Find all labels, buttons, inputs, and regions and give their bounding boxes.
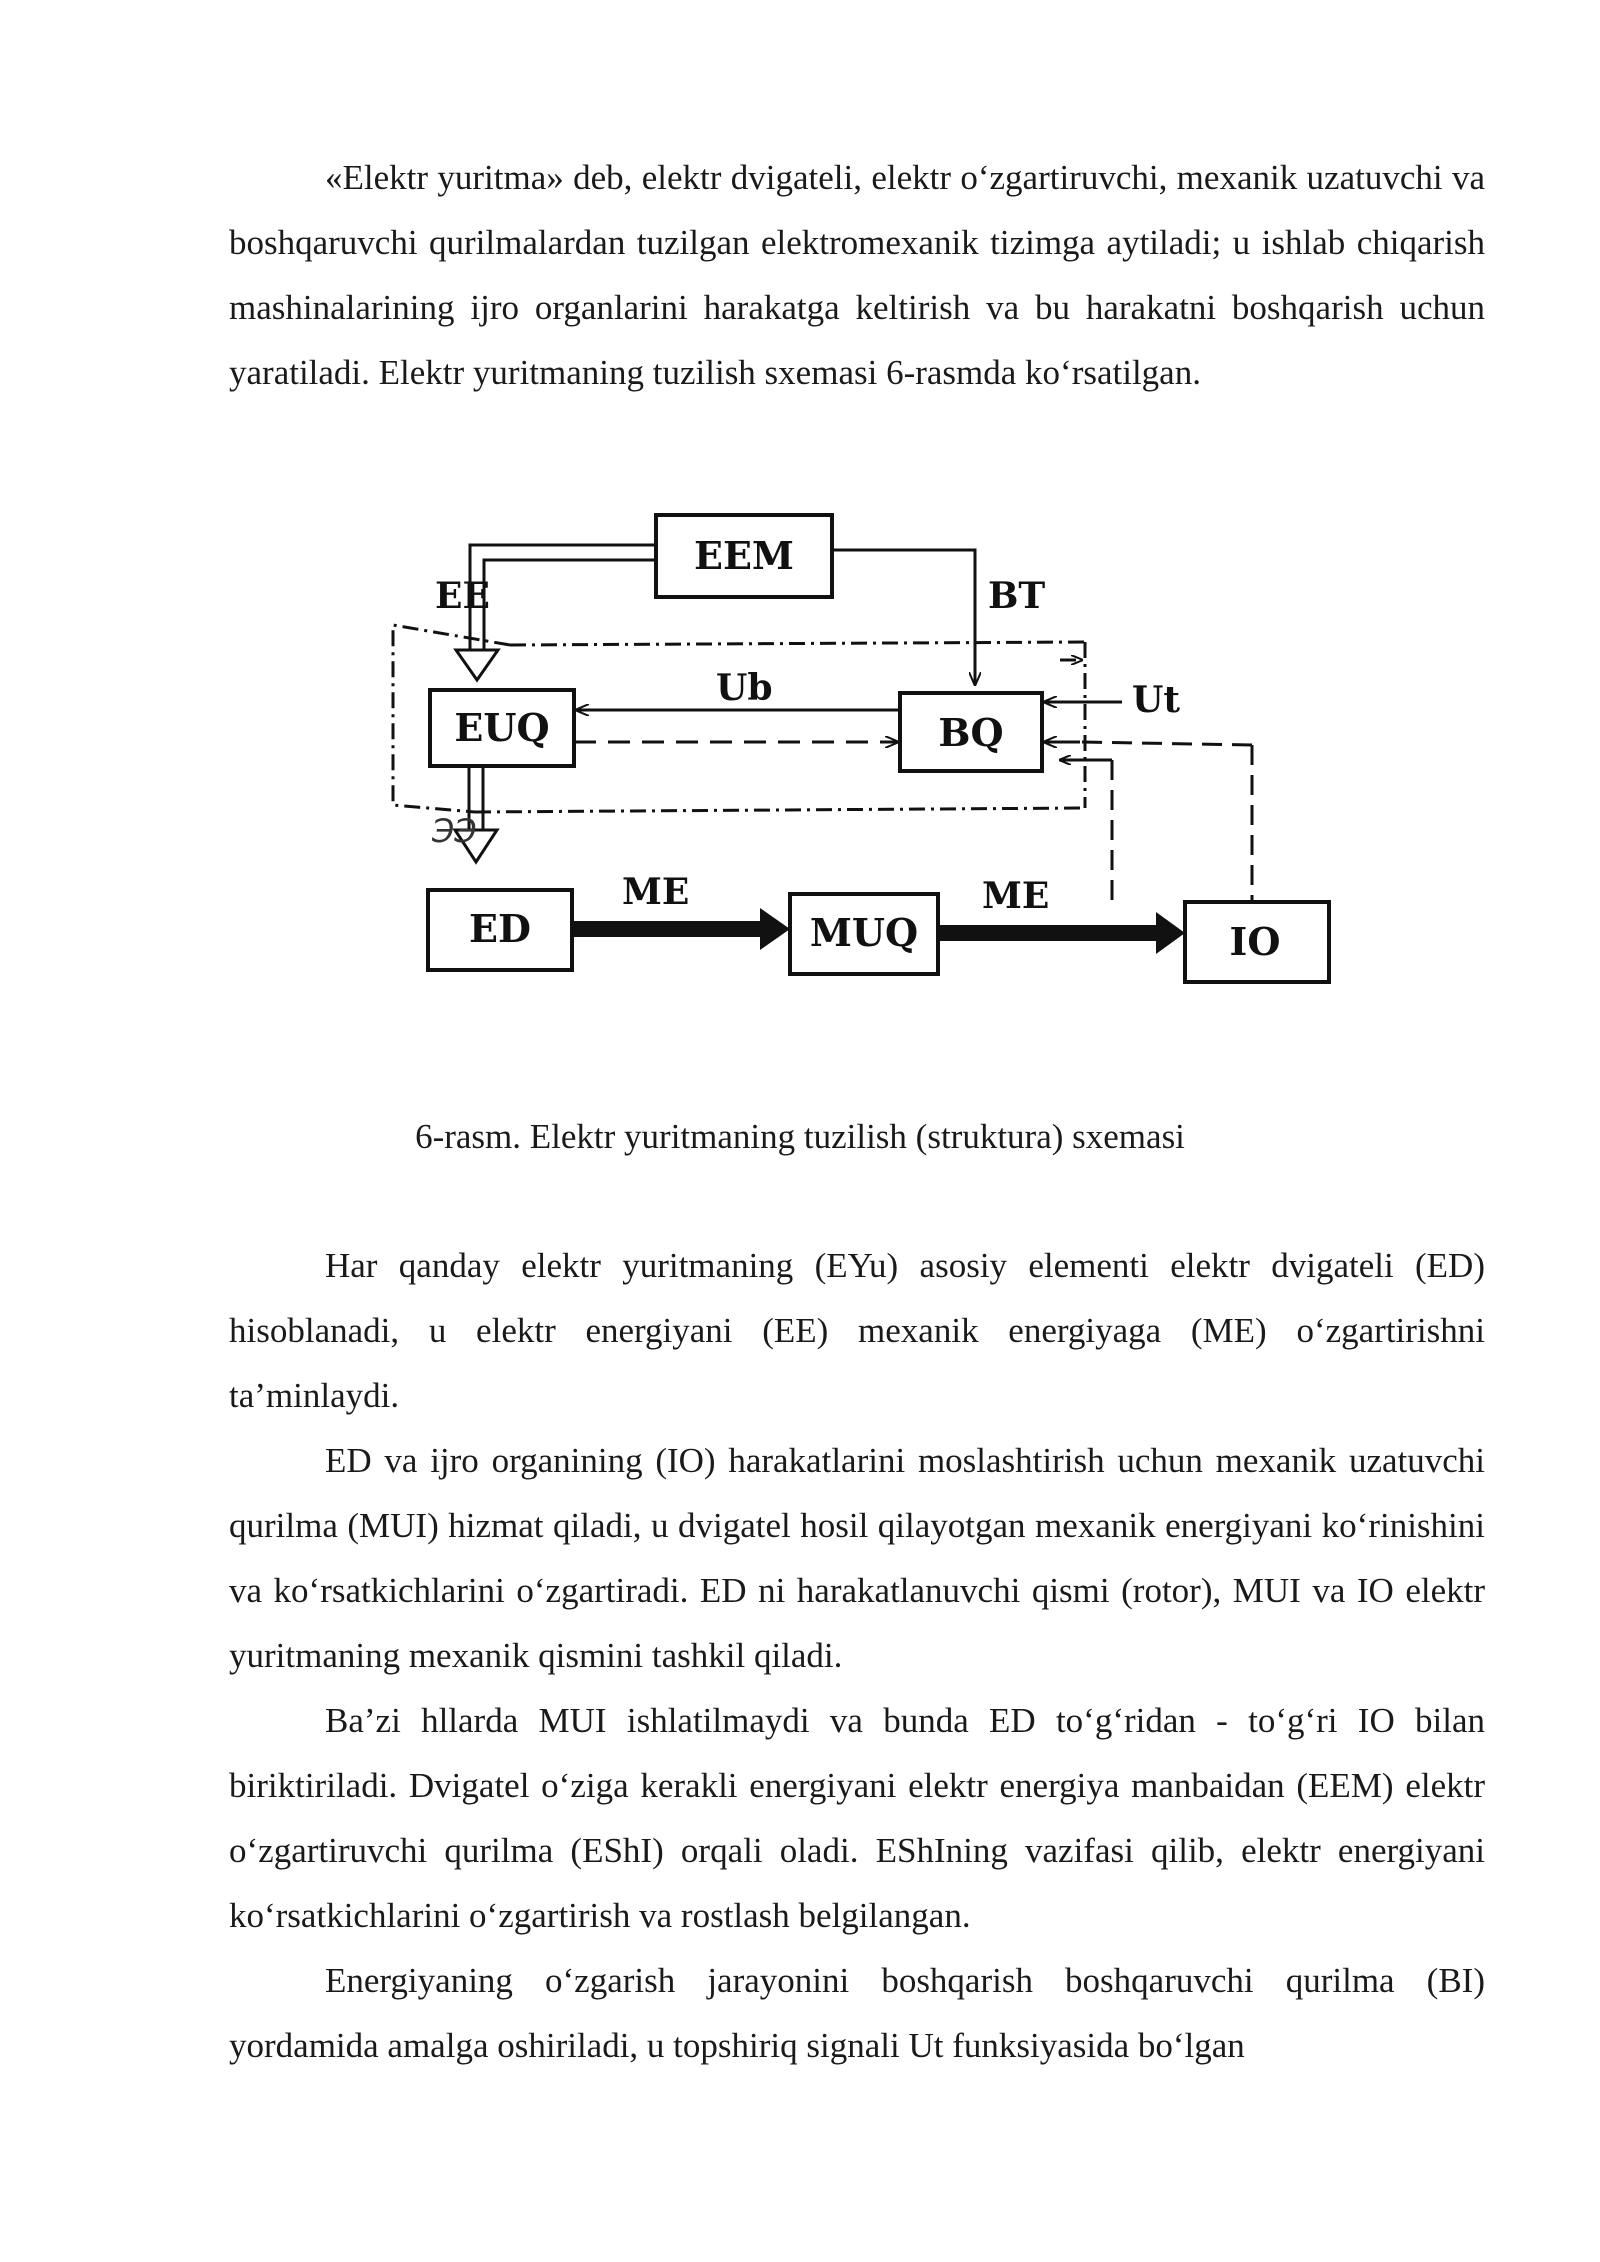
figure-caption: 6-rasm. Elektr yuritmaning tuzilish (struktura) sxemasi — [415, 1117, 1185, 1156]
block-muq — [790, 894, 938, 974]
signal-ee-cyr-label: ЭЭ — [432, 812, 477, 850]
block-bq — [900, 693, 1042, 771]
block-euq-label: EUQ — [454, 705, 550, 750]
block-eem — [656, 515, 832, 597]
ub-arrows — [574, 710, 900, 742]
block-eem-label: EEM — [694, 533, 794, 578]
block-muq-label: MUQ — [809, 910, 919, 955]
block-io — [1185, 902, 1329, 982]
paragraph-ed: Har qanday elektr yuritmaning (EYu) asosiy elementi elektr dvigateli (ED) hisoblanadi, u elektr energiyani (EE) mexanik energiyaga (ME) o‘zgartirishni ta’minlaydi. — [229, 1246, 1485, 1415]
paragraph-bi: Energiyaning o‘zgarish jarayonini boshqarish boshqaruvchi qurilma (BI) yordamida amalga oshiriladi, u topshiriq signali Ut funksiyasida bo‘lgan — [229, 1961, 1485, 2065]
bt-arrow — [828, 550, 975, 685]
block-io-label: IO — [1229, 919, 1281, 964]
signal-me2-label: ME — [982, 875, 1050, 917]
signal-me1-label: ME — [622, 871, 690, 913]
ut-signals — [1044, 702, 1252, 905]
block-ed — [428, 890, 572, 970]
signal-ee-label: EE — [435, 575, 490, 617]
signal-ub-label: Ub — [716, 667, 773, 709]
signal-bt-label: BT — [988, 575, 1046, 617]
structure-diagram — [370, 490, 1350, 1020]
paragraph-intro: «Elektr yuritma» deb, elektr dvigateli, elektr o‘zgartiruvchi, mexanik uzatuvchi va boshqaruvchi qurilmalardan tuzilgan elektromexanik tizimga aytiladi; u ishlab chiqarish mashinalarining ijro organlarini harakatga keltirish va bu harakatni boshqarish uchun yaratiladi. Elektr yuritmaning tuzilish sxemasi 6-rasmda ko‘rsatilgan. — [229, 158, 1485, 392]
signal-ut-label: Ut — [1132, 679, 1181, 721]
block-bq-label: BQ — [938, 710, 1004, 755]
block-euq — [430, 690, 574, 766]
paragraph-mui: ED va ijro organining (IO) harakatlarini moslashtirish uchun mexanik uzatuvchi qurilma (MUI) hizmat qiladi, u dvigatel hosil qilayotgan mexanik energiyani ko‘rinishini va ko‘rsatkichlarini o‘zgartiradi. ED ni harakatlanuvchi qismi (rotor), MUI va IO elektr yuritmaning mexanik qismini tashkil qiladi. — [229, 1441, 1485, 1675]
paragraph-eshi: Ba’zi hllarda MUI ishlatilmaydi va bunda ED to‘g‘ridan - to‘g‘ri IO bilan biriktiriladi. Dvigatel o‘ziga kerakli energiyani elektr energiya manbaidan (EEM) elektr o‘zgartiruvchi qurilma (EShI) orqali oladi. EShIning vazifasi qilib, elektr energiyani ko‘rsatkichlarini o‘zgartirish va rostlash belgilangan. — [229, 1701, 1485, 1935]
block-ed-label: ED — [469, 906, 531, 951]
